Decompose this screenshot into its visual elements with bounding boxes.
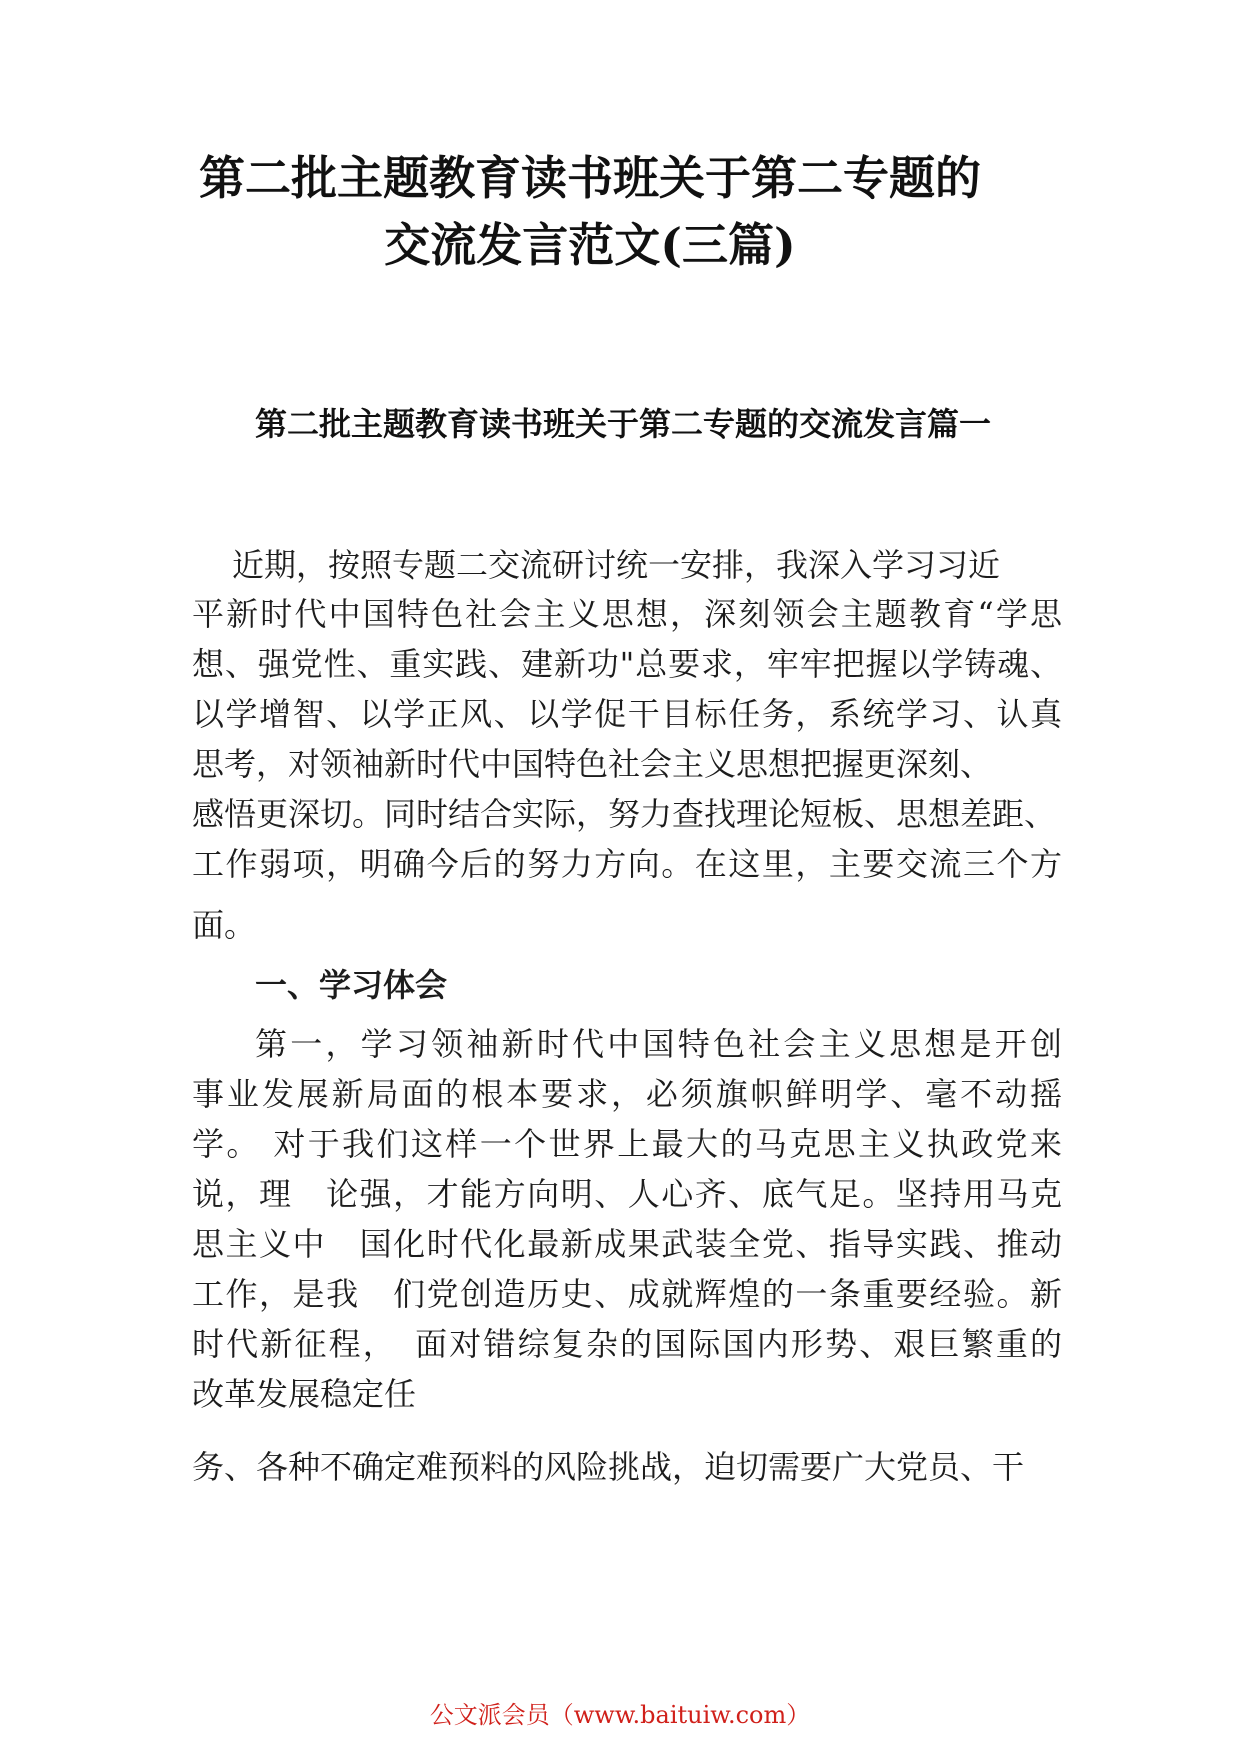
para2-line4: 说，理 论强，才能方向明、人心齐、底气足。坚持用马克 [192, 1175, 1062, 1213]
para2-line2: 事业发展新局面的根本要求，必须旗帜鲜明学、毫不动摇 [192, 1075, 1062, 1113]
section-title: 第二批主题教育读书班关于第二专题的交流发言篇一 [255, 405, 992, 443]
para3-line1: 务、各种不确定难预料的风险挑战，迫切需要广大党员、干 [192, 1448, 1025, 1486]
para2-line7: 时代新征程， 面对错综复杂的国际国内形势、艰巨繁重的 [192, 1325, 1062, 1363]
para2-line5: 思主义中 国化时代化最新成果武装全党、指导实践、推动 [192, 1225, 1062, 1263]
document-title-line2: 交流发言范文(三篇) [384, 218, 796, 272]
heading-study-experience: 一、学习体会 [255, 966, 448, 1004]
para1-line6: 感悟更深切。同时结合实际，努力查找理论短板、思想差距、 [192, 795, 1057, 833]
para2-line1: 第一，学习领袖新时代中国特色社会主义思想是开创 [255, 1025, 1062, 1063]
para1-line5: 思考，对领袖新时代中国特色社会主义思想把握更深刻、 [192, 745, 993, 783]
para1-line4: 以学增智、以学正风、以学促干目标任务，系统学习、认真 [192, 695, 1062, 733]
para2-line6: 工作，是我 们党创造历史、成就辉煌的一条重要经验。新 [192, 1275, 1062, 1313]
document-title-line1: 第二批主题教育读书班关于第二专题的 [199, 151, 981, 205]
para2-line3: 学。 对于我们这样一个世界上最大的马克思主义执政党来 [192, 1125, 1062, 1163]
para1-line2: 平新时代中国特色社会主义思想，深刻领会主题教育“学思 [192, 595, 1062, 633]
footer-site-link[interactable]: 公文派会员（www.baituiw.com） [429, 1701, 811, 1729]
para1-line8: 面。 [192, 906, 257, 944]
para2-line8: 改革发展稳定任 [192, 1375, 417, 1413]
para1-line3: 想、强党性、重实践、建新功"总要求，牢牢把握以学铸魂、 [192, 645, 1062, 683]
para1-line1: 近期，按照专题二交流研讨统一安排，我深入学习习近 [232, 546, 1001, 584]
para1-line7: 工作弱项，明确今后的努力方向。在这里，主要交流三个方 [192, 845, 1062, 883]
